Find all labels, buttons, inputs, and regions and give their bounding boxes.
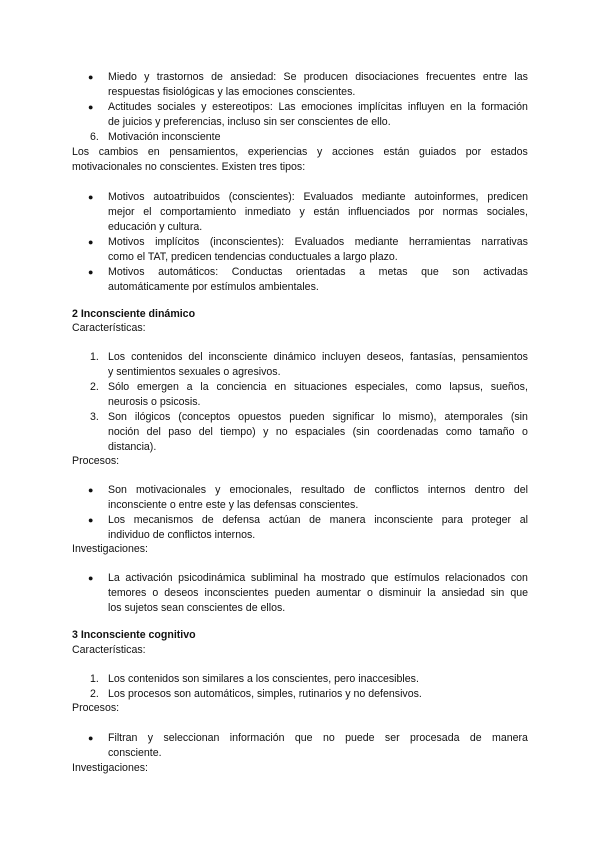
list-item-line: La activación psicodinámica subliminal ha mostrado que estímulos relacionados con bbox=[108, 572, 528, 584]
list-item-line: Los contenidos del inconsciente dinámico incluyen deseos, fantasías, pensamientos bbox=[108, 351, 528, 363]
subsection-label: Procesos: bbox=[72, 455, 120, 467]
list-item-line: mejor el comportamiento inmediato y están influenciados por normas sociales, bbox=[108, 206, 528, 218]
list-item-line: Miedo y trastornos de ansiedad: Se producen disociaciones frecuentes entre las bbox=[108, 71, 528, 83]
list-item-line: Motivación inconsciente bbox=[108, 131, 221, 143]
list-item-line: individuo de conflictos internos. bbox=[108, 529, 256, 541]
list-item-line: neurosis o psicosis. bbox=[108, 396, 201, 408]
list-item-line: Motivos implícitos (inconscientes): Evaluados mediante herramientas narrativas bbox=[108, 236, 528, 248]
bullet-marker: ● bbox=[88, 515, 94, 525]
list-item-line: Los contenidos son similares a los conscientes, pero inaccesibles. bbox=[108, 673, 419, 685]
list-item-line: Motivos autoatribuidos (conscientes): Evaluados mediante autoinformes, predicen bbox=[108, 191, 528, 203]
subsection-label: Características: bbox=[72, 644, 146, 656]
list-item-line: Sólo emergen a la conciencia en situaciones especiales, como lapsus, sueños, bbox=[108, 381, 528, 393]
bullet-marker: ● bbox=[88, 192, 94, 202]
subsection-label: Investigaciones: bbox=[72, 543, 148, 555]
list-number: 2. bbox=[90, 688, 99, 700]
list-item-line: Son ilógicos (conceptos opuestos pueden significar lo mismo), atemporales (sin bbox=[108, 411, 528, 423]
list-item-line: Los mecanismos de defensa actúan de manera inconsciente para proteger al bbox=[108, 514, 528, 526]
list-item-line: inconsciente o entre este y las defensas conscientes. bbox=[108, 499, 359, 511]
list-item-line: Filtran y seleccionan información que no puede ser procesada de manera bbox=[108, 732, 528, 744]
list-item-line: distancia). bbox=[108, 441, 157, 453]
bullet-marker: ● bbox=[88, 267, 94, 277]
list-item-line: como el TAT, predicen tendencias conductuales a largo plazo. bbox=[108, 251, 398, 263]
list-item-line: de juicios y preferencias, incluso sin ser conscientes de ello. bbox=[108, 116, 391, 128]
list-item-line: Actitudes sociales y estereotipos: Las emociones implícitas influyen en la formación bbox=[108, 101, 528, 113]
list-number: 2. bbox=[90, 381, 99, 393]
list-item-line: consciente. bbox=[108, 747, 162, 759]
paragraph-line: Los cambios en pensamientos, experiencias y acciones están guiados por estados bbox=[72, 146, 528, 158]
list-number: 3. bbox=[90, 411, 99, 423]
list-item-line: automáticamente por estímulos ambientales. bbox=[108, 281, 319, 293]
list-item-line: Motivos automáticos: Conductas orientadas a metas que son activadas bbox=[108, 266, 528, 278]
bullet-marker: ● bbox=[88, 573, 94, 583]
list-number: 6. bbox=[90, 131, 99, 143]
paragraph-line: motivacionales no conscientes. Existen tres tipos: bbox=[72, 161, 306, 173]
list-item-line: educación y cultura. bbox=[108, 221, 203, 233]
bullet-marker: ● bbox=[88, 237, 94, 247]
bullet-marker: ● bbox=[88, 733, 94, 743]
list-item-line: y sentimientos sexuales o agresivos. bbox=[108, 366, 281, 378]
list-number: 1. bbox=[90, 673, 99, 685]
subsection-label: Investigaciones: bbox=[72, 762, 148, 774]
list-item-line: Son motivacionales y emocionales, resultado de conflictos internos dentro del bbox=[108, 484, 528, 496]
list-item-line: respuestas fisiológicas y las emociones conscientes. bbox=[108, 86, 356, 98]
subsection-label: Procesos: bbox=[72, 702, 120, 714]
section-heading: 2 Inconsciente dinámico bbox=[72, 308, 196, 320]
list-item-line: Los procesos son automáticos, simples, rutinarios y no defensivos. bbox=[108, 688, 422, 700]
list-item-line: noción del paso del tiempo) y no espaciales (sin coordenadas como tamaño o bbox=[108, 426, 528, 438]
bullet-marker: ● bbox=[88, 102, 94, 112]
section-heading: 3 Inconsciente cognitivo bbox=[72, 629, 196, 641]
list-item-line: los sujetos sean conscientes de ellos. bbox=[108, 602, 286, 614]
subsection-label: Características: bbox=[72, 322, 146, 334]
list-item-line: temores o deseos inconscientes pueden aumentar o disminuir la ansiedad sin que bbox=[108, 587, 528, 599]
list-number: 1. bbox=[90, 351, 99, 363]
bullet-marker: ● bbox=[88, 72, 94, 82]
bullet-marker: ● bbox=[88, 485, 94, 495]
